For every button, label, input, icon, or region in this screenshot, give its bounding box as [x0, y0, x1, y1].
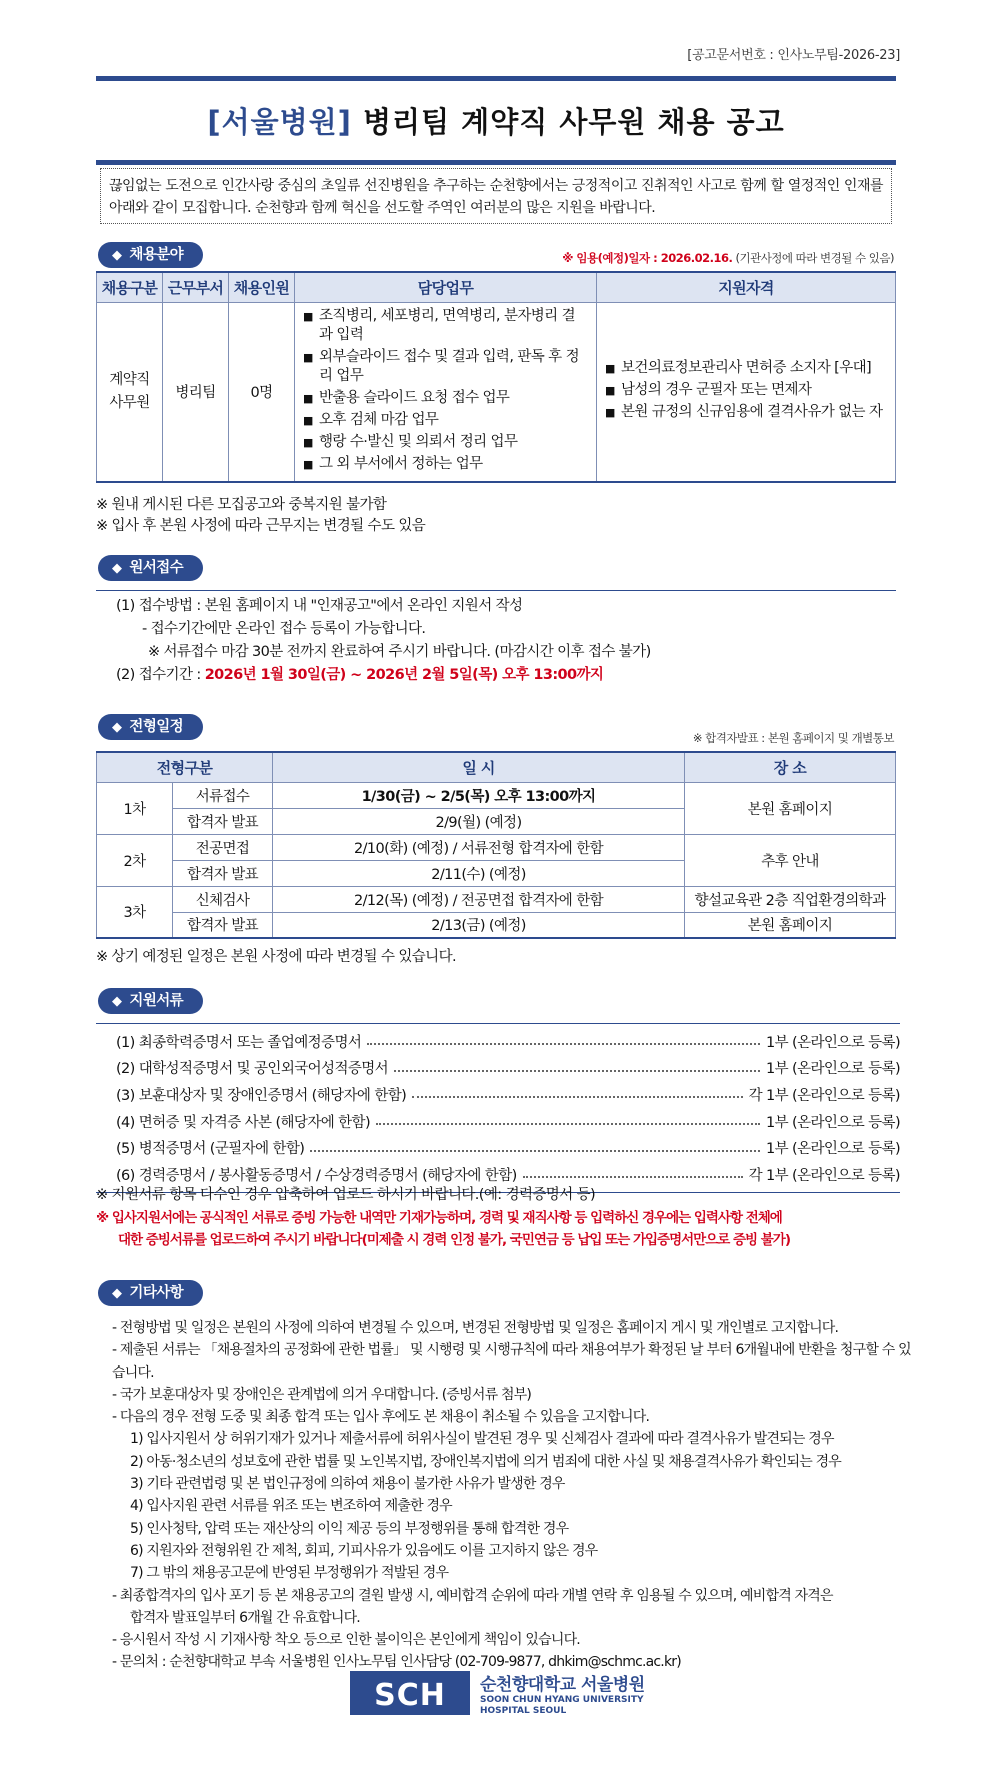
step-place: 추후 안내: [685, 834, 896, 886]
appointment-date: ※ 임용(예정)일자 : 2026.02.16.: [562, 251, 733, 265]
col-place: 장 소: [685, 752, 896, 782]
docs-list: [96, 1023, 900, 1193]
sch-logo-mark: SCH: [350, 1671, 470, 1715]
docs-note: ※ 지원서류 항목 다수인 경우 압축하여 업로드 하시기 바랍니다.(예: 경력증명서 등): [96, 1187, 596, 1203]
etc-sub-line: 7) 그 밖의 채용공고문에 반영된 부정행위가 적발된 경우: [130, 1565, 449, 1582]
appointment-note: [562, 250, 894, 266]
col-qualifications: 지원자격: [597, 272, 896, 302]
round-cell: 2차: [97, 834, 173, 886]
doc-item: [116, 1108, 900, 1135]
etc-line: - 제출된 서류는 「채용절차의 공정화에 관한 법률」 및 시행령 및 시행규칙에 따라 채용여부가 확정된 날 부터 6개월내에 반환을 청구할 수 있습니다.: [112, 1342, 911, 1381]
docs-warning-2: 대한 증빙서류를 업로드하여 주시기 바랍니다(미제출 시 경력 인정 불가, 국민연금 등 납입 또는 가입증명서만으로 증빙 불가): [118, 1232, 791, 1248]
doc-item: [116, 1055, 900, 1082]
doc-item: [116, 1161, 900, 1188]
doc-name: (5) 병적증명서 (군필자에 한함): [116, 1141, 305, 1158]
etc-sub-line: 5) 인사청탁, 압력 또는 재산상의 이익 제공 등의 부정행위를 통해 합격한 경우: [130, 1520, 569, 1537]
doc-qty: 1부 (온라인으로 등록): [765, 1141, 900, 1158]
etc-sub-line: 2) 아동·청소년의 성보호에 관한 법률 및 노인복지법, 장애인복지법에 의거 범죄에 대한 사실 및 채용결격사유가 확인되는 경우: [130, 1453, 842, 1470]
section-field-header: [98, 242, 203, 268]
diamond-icon: ◆: [112, 994, 122, 1009]
diamond-icon: ◆: [112, 248, 122, 263]
contact-line: - 문의처 : 순천향대학교 부속 서울병원 인사노무팀 인사담당 (02-709-9877, dhkim@schmc.ac.kr): [112, 1654, 681, 1671]
section-schedule-header: [98, 714, 203, 740]
diamond-icon: ◆: [112, 1286, 122, 1301]
field-note: ※ 입사 후 본원 사정에 따라 근무지는 변경될 수도 있음: [96, 518, 426, 534]
field-note: ※ 원내 게시된 다른 모집공고와 중복지원 불가함: [96, 497, 387, 513]
etc-line: - 전형방법 및 일정은 본원의 사정에 의하여 변경될 수 있으며, 변경된 전형방법 및 일정은 홈페이지 게시 및 개인별로 고지합니다.: [112, 1320, 839, 1336]
section-apply-label: 원서접수: [129, 560, 184, 576]
doc-name: (6) 경력증명서 / 봉사활동증명서 / 수상경력증명서 (해당자에 한함): [116, 1167, 517, 1184]
step-name: 전공면접: [173, 834, 273, 860]
etc-sub-line: 4) 입사지원 관련 서류를 위조 또는 변조하여 제출한 경우: [130, 1498, 452, 1515]
doc-qty: 1부 (온라인으로 등록): [765, 1061, 900, 1078]
step-name: 합격자 발표: [173, 912, 273, 938]
section-docs-label: 지원서류: [129, 993, 184, 1009]
duty-item: ■ 행랑 수·발신 및 의뢰서 정리 업무: [303, 433, 588, 452]
doc-item: [116, 1134, 900, 1161]
step-date: 2/12(목) (예정) / 전공면접 합격자에 한함: [273, 886, 685, 912]
logo-name-en-2: HOSPITAL SEOUL: [480, 1705, 567, 1716]
round-cell: 1차: [97, 782, 173, 834]
round-cell: 3차: [97, 886, 173, 938]
qualification-item: ■ 남성의 경우 군필자 또는 면제자: [605, 381, 887, 400]
doc-name: (4) 면허증 및 자격증 사본 (해당자에 한함): [116, 1114, 371, 1131]
step-date: 2/11(수) (예정): [273, 860, 685, 886]
section-docs-header: [98, 988, 203, 1014]
logo-name-kr: 순천향대학교 서울병원: [480, 1674, 645, 1695]
docs-warning-1: ※ 입사지원서에는 공식적인 서류로 증빙 가능한 내역만 기재가능하며, 경력 및 재직사항 등 입력하신 경우에는 입력사항 전체에: [96, 1210, 782, 1226]
etc-line: - 응시원서 작성 시 기재사항 착오 등으로 인한 불이익은 본인에게 책임이 있습니다.: [112, 1632, 580, 1649]
section-field-label: 채용분야: [129, 247, 184, 263]
step-name: 합격자 발표: [173, 808, 273, 834]
appointment-note-gray: (기관사정에 따라 변경될 수 있음): [732, 251, 894, 265]
title-text: 병리팀 계약직 사무원 채용 공고: [363, 105, 785, 139]
cell-qualifications: [597, 302, 896, 482]
step-place: 본원 홈페이지: [685, 782, 896, 834]
step-date: 2/10(화) (예정) / 서류전형 합격자에 한함: [273, 834, 685, 860]
duty-item: ■ 조직병리, 세포병리, 면역병리, 분자병리 결과 입력: [303, 307, 588, 345]
section-schedule-label: 전형일정: [129, 719, 184, 735]
type-line2: 사무원: [109, 394, 150, 411]
etc-list: [96, 1317, 916, 1674]
doc-name: (3) 보훈대상자 및 장애인증명서 (해당자에 한함): [116, 1087, 407, 1104]
duty-item: ■ 외부슬라이드 접수 및 결과 입력, 판독 후 정리 업무: [303, 348, 588, 386]
step-name: 서류접수: [173, 782, 273, 808]
cell-duties: [295, 302, 597, 482]
step-name: 신체검사: [173, 886, 273, 912]
duty-item: ■ 그 외 부서에서 정하는 업무: [303, 455, 588, 474]
section-etc-label: 기타사항: [129, 1285, 184, 1301]
hospital-logo: [350, 1668, 645, 1718]
doc-item: [116, 1028, 900, 1055]
apply-period: [116, 664, 896, 687]
doc-qty: 1부 (온라인으로 등록): [765, 1114, 900, 1131]
col-type: 채용구분: [97, 272, 163, 302]
intro-text: 끊임없는 도전으로 인간사랑 중심의 초일류 선진병원을 추구하는 순천향에서는 긍정적이고 진취적인 사고로 함께 할 열정적인 인재를 아래와 같이 모집합니다. 순천향과 함께 혁신을 선도할 주역인 여러분의 많은 지원을 바랍니다.: [100, 168, 892, 224]
leader-dots: [376, 1123, 760, 1125]
section-etc-header: [98, 1280, 203, 1306]
col-dept: 근무부서: [163, 272, 229, 302]
doc-number: [공고문서번호 : 인사노무팀-2026-23]: [687, 48, 900, 63]
step-date: 1/30(금) ~ 2/5(목) 오후 13:00까지: [273, 782, 685, 808]
title-rule: [96, 160, 896, 165]
leader-dots: [412, 1096, 742, 1098]
etc-sub-line: 3) 기타 관련법령 및 본 법인규정에 의하여 채용이 불가한 사유가 발생한 경우: [130, 1476, 565, 1493]
step-place: 본원 홈페이지: [685, 912, 896, 938]
col-round: 전형구분: [97, 752, 273, 782]
doc-item: [116, 1081, 900, 1108]
doc-qty: 각 1부 (온라인으로 등록): [748, 1087, 900, 1104]
etc-line-cont: 합격자 발표일부터 6개월 간 유효합니다.: [130, 1609, 360, 1626]
duty-item: ■ 반출용 슬라이드 요청 접수 업무: [303, 389, 588, 408]
doc-name: (1) 최종학력증명서 또는 졸업예정증명서: [116, 1034, 362, 1051]
diamond-icon: ◆: [112, 561, 122, 576]
etc-line: - 다음의 경우 전형 도중 및 최종 합격 또는 입사 후에도 본 채용이 취소될 수 있음을 고지합니다.: [112, 1409, 650, 1426]
apply-period-value: 2026년 1월 30일(금) ~ 2026년 2월 5일(목) 오후 13:00까지: [204, 667, 604, 683]
apply-block: [96, 590, 896, 687]
cell-count: 0명: [229, 302, 295, 482]
etc-sub-line: 1) 입사지원서 상 허위기재가 있거나 제출서류에 허위사실이 발견된 경우 및 신체검사 결과에 따라 결격사유가 발견되는 경우: [130, 1431, 834, 1448]
leader-dots: [310, 1150, 760, 1152]
qualification-item: ■ 본원 규정의 신규임용에 결격사유가 없는 자: [605, 403, 887, 422]
leader-dots: [523, 1176, 743, 1178]
etc-line: - 최종합격자의 입사 포기 등 본 채용공고의 결원 발생 시, 예비합격 순위에 따라 개별 연락 후 임용될 수 있으며, 예비합격 자격은: [112, 1587, 833, 1604]
step-place: 향설교육관 2층 직업환경의학과: [685, 886, 896, 912]
apply-period-label: (2) 접수기간 :: [116, 667, 205, 683]
type-line1: 계약직: [109, 371, 150, 388]
col-count: 채용인원: [229, 272, 295, 302]
logo-text: [480, 1670, 645, 1717]
field-notes: [96, 495, 425, 537]
diamond-icon: ◆: [112, 720, 122, 735]
leader-dots: [367, 1043, 760, 1045]
cell-type: [97, 302, 163, 482]
apply-deadline-note: ※ 서류접수 마감 30분 전까지 완료하여 주시기 바랍니다. (마감시간 이후 접수 불가): [148, 644, 651, 660]
schedule-table: [96, 751, 896, 939]
col-datetime: 일 시: [273, 752, 685, 782]
leader-dots: [394, 1070, 760, 1072]
top-rule: [96, 76, 896, 81]
doc-name: (2) 대학성적증명서 및 공인외국어성적증명서: [116, 1061, 389, 1078]
apply-method: (1) 접수방법 : 본원 홈페이지 내 "인재공고"에서 온라인 지원서 작성: [116, 598, 523, 614]
page-title: [96, 100, 896, 141]
etc-line: - 국가 보훈대상자 및 장애인은 관계법에 의거 우대합니다. (증빙서류 첨부): [112, 1386, 532, 1403]
doc-qty: 각 1부 (온라인으로 등록): [748, 1167, 900, 1184]
col-duties: 담당업무: [295, 272, 597, 302]
etc-sub-line: 6) 지원자와 전형위원 간 제척, 회피, 기피사유가 있음에도 이를 고지하지 않은 경우: [130, 1542, 598, 1559]
step-date: 2/9(월) (예정): [273, 808, 685, 834]
cell-dept: 병리팀: [163, 302, 229, 482]
section-apply-header: [98, 555, 203, 581]
title-brand: [서울병원]: [207, 105, 352, 139]
schedule-footnote: ※ 상기 예정된 일정은 본원 사정에 따라 변경될 수 있습니다.: [96, 949, 457, 965]
duty-item: ■ 오후 검체 마감 업무: [303, 411, 588, 430]
step-date: 2/13(금) (예정): [273, 912, 685, 938]
step-name: 합격자 발표: [173, 860, 273, 886]
field-table: [96, 271, 896, 483]
apply-period-note: - 접수기간에만 온라인 접수 등록이 가능합니다.: [142, 621, 426, 637]
schedule-note: ※ 합격자발표 : 본원 홈페이지 및 개별통보: [692, 731, 894, 745]
qualification-item: ■ 보건의료정보관리사 면허증 소지자 [우대]: [605, 359, 887, 378]
doc-qty: 1부 (온라인으로 등록): [765, 1034, 900, 1051]
logo-name-en-1: SOON CHUN HYANG UNIVERSITY: [480, 1694, 644, 1705]
